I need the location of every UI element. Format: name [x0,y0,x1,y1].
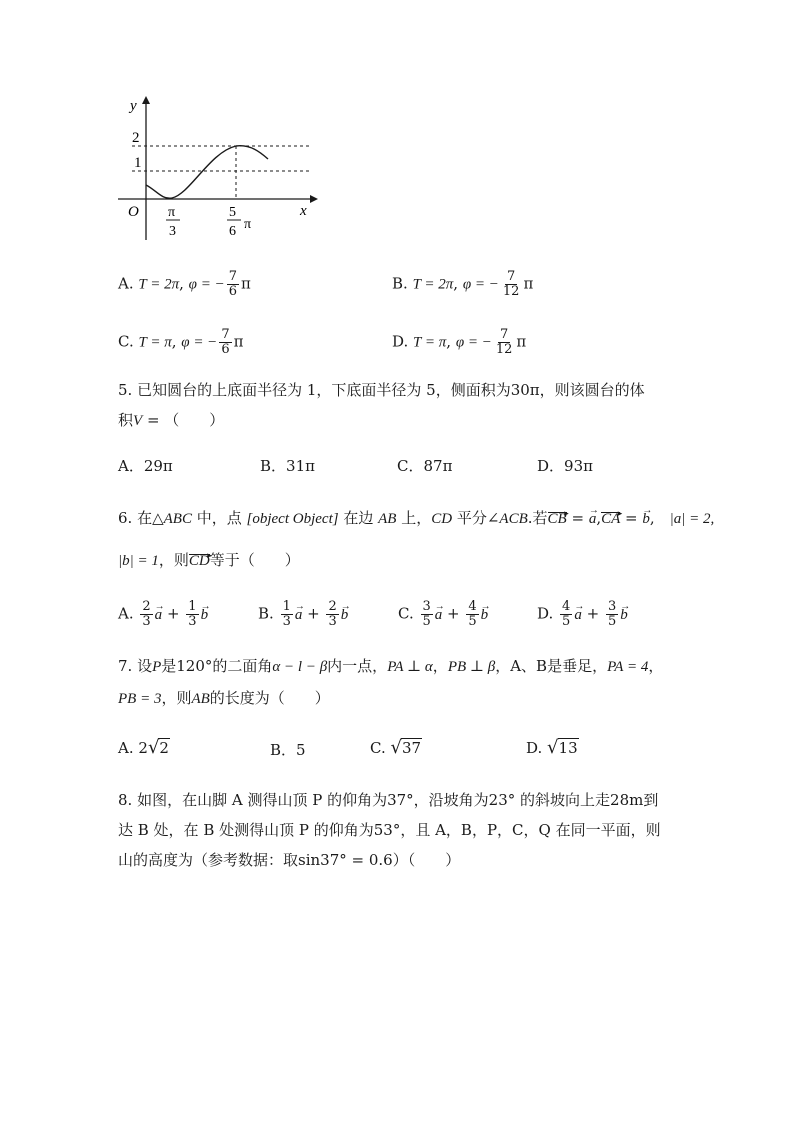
q4-option-b[interactable]: B. T = 2π, φ = − $\frac{7}{12}$ π [392,269,534,299]
q5-option-a[interactable]: A．29π [118,457,173,475]
y-axis-arrow [142,96,150,104]
x-axis-arrow [310,195,318,203]
q7-line2: PB = 3，则AB的长度为（ ） [118,689,330,707]
q5-option-d[interactable]: D．93π [537,457,593,475]
y-label: y [130,98,137,114]
q5-line2: 积V = （ ） [118,411,225,429]
q6-option-a[interactable]: A. $\frac{2}{3}$ → a + $\frac{1}{3}$ → b [118,600,208,629]
q7-option-d[interactable]: D. √13 [526,737,578,758]
q7-option-c[interactable]: C. √37 [370,737,422,758]
q7-option-a[interactable]: A. 2√2 [118,737,169,758]
q6-option-b[interactable]: B. $\frac{1}{3}$ → a + $\frac{2}{3}$ → b [258,600,348,629]
q6-line2: |b| = 1，则CD ▸等于（ ） [118,550,300,571]
q8-line2: 达 B 处，在 B 处测得山顶 P 的仰角为53°，且 A，B，P，C，Q 在同一平面，则 [118,821,661,839]
origin-label: O [128,204,139,220]
q8-line1: 8. 如图，在山脚 A 测得山顶 P 的仰角为37°，沿坡角为23° 的斜坡向上走28m到 [118,791,659,809]
q4-option-d[interactable]: D. T = π, φ = − $\frac{7}{12}$ π [392,327,527,357]
x-label: x [300,203,307,219]
q5-line1: 5. 已知圆台的上底面半径为 1，下底面半径为 5，侧面积为30π，则该圆台的体 [118,381,645,399]
q6-option-d[interactable]: D. $\frac{4}{5}$ → a + $\frac{3}{5}$ → b [537,600,628,629]
x-tick2-pi: π [244,217,252,232]
q7-option-b[interactable]: B．5 [270,741,306,759]
q5-option-b[interactable]: B．31π [260,457,315,475]
q4-option-c[interactable]: C. T = π, φ = − $\frac{7}{6}$ π [118,327,244,357]
sine-curve [146,146,268,199]
x-tick2-den: 6 [229,224,236,239]
q8-line3: 山的高度为（参考数据：取sin37° = 0.6）（ ） [118,851,461,869]
x-tick1-den: 3 [169,224,176,239]
x-tick1-num: π [168,205,176,220]
q6-line1: 6. 在△ABC 中，点 [object Object] 在边 AB 上，CD 平分∠ACB.若CB ▸ = → a,CA ▸ = → b, |a| = 2, [118,508,714,529]
q6-option-c[interactable]: C. $\frac{3}{5}$ → a + $\frac{4}{5}$ → b [398,600,488,629]
q4-option-a[interactable]: A. T = 2π, φ = − $\frac{7}{6}$ π [118,269,251,299]
x-tick2-num: 5 [229,205,236,220]
tick-2: 2 [132,130,140,146]
q7-line1: 7. 设P是120°的二面角α − l − β内一点，PA ⊥ α，PB ⊥ β，A、B是垂足，PA = 4， [118,657,664,675]
tick-1: 1 [134,155,142,171]
q5-option-c[interactable]: C．87π [397,457,453,475]
sine-graph [110,92,325,242]
